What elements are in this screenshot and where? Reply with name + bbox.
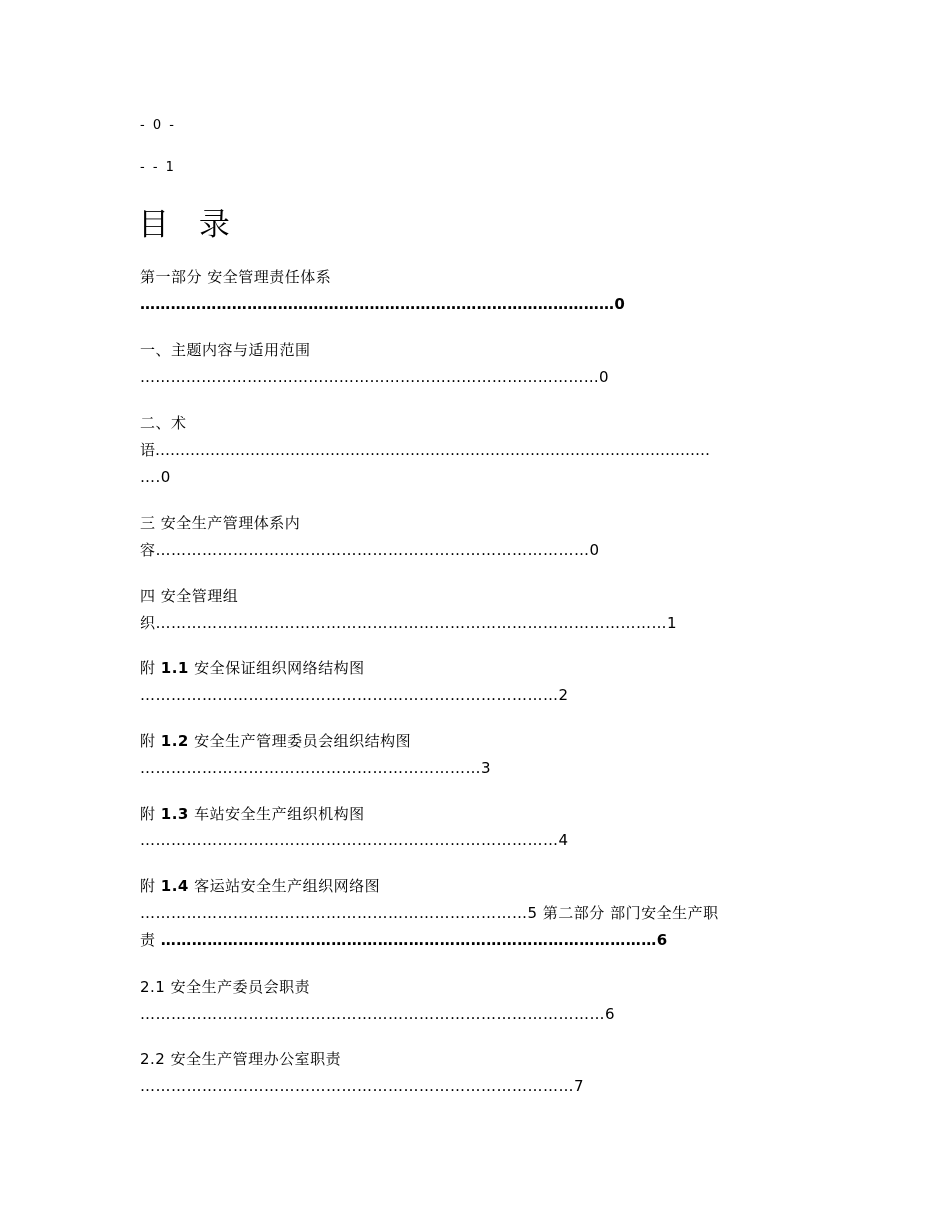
toc-entry-part1: 第一部分 安全管理责任体系 bbox=[140, 268, 332, 286]
toc-prefix: 附 bbox=[140, 659, 161, 677]
toc-prefix: 附 bbox=[140, 805, 161, 823]
toc-leader-22: …………………………………………………………………………7 bbox=[140, 1077, 585, 1095]
toc-entry-4: 四 安全管理组 bbox=[140, 587, 239, 605]
page-title: 目 录 bbox=[138, 207, 240, 243]
toc-prefix: 附 bbox=[140, 877, 161, 895]
toc-dots: ……………………………………………………………………………… bbox=[140, 368, 599, 386]
page-marker-1: - - 1 bbox=[140, 160, 176, 175]
toc-leader-1 bbox=[140, 367, 609, 387]
toc-entry-1: 一、主题内容与适用范围 bbox=[140, 341, 311, 359]
toc-leader-2: ….0 bbox=[140, 468, 171, 486]
toc-text: 车站安全生产组织机构图 bbox=[188, 805, 365, 823]
page-marker-0: - 0 - bbox=[140, 118, 176, 133]
toc-leader-a14: …………………………………………………………………5 第二部分 部门安全生产职 bbox=[140, 904, 719, 922]
toc-number: 1.3 bbox=[160, 805, 189, 823]
toc-dots: ………………………………………………………………………………… bbox=[140, 295, 615, 313]
toc-number: 1.1 bbox=[160, 659, 189, 677]
toc-leader-3: 容…………………………………………………………………………0 bbox=[140, 541, 600, 559]
toc-entry-a11 bbox=[140, 658, 365, 678]
toc-leader-a13: ………………………………………………………………………4 bbox=[140, 831, 569, 849]
toc-leader-21: ………………………………………………………………………………6 bbox=[140, 1005, 616, 1023]
toc-text: 客运站安全生产组织网络图 bbox=[188, 877, 381, 895]
toc-dots: ……………………………………………………………………………………6 bbox=[160, 931, 668, 949]
toc-leader-4: 织………………………………………………………………………………………1 bbox=[140, 614, 678, 632]
toc-prefix: 附 bbox=[140, 732, 161, 750]
toc-entry-2: 二、术 bbox=[140, 414, 187, 432]
toc-number: 1.2 bbox=[160, 732, 189, 750]
toc-text: 责 bbox=[140, 931, 161, 949]
toc-page-num: 0 bbox=[599, 368, 610, 386]
toc-leader-part1 bbox=[140, 294, 625, 314]
toc-entry-22: 2.2 安全生产管理办公室职责 bbox=[140, 1050, 342, 1068]
toc-entry-a13 bbox=[140, 804, 365, 824]
toc-entry-a12 bbox=[140, 731, 411, 751]
toc-text: 安全保证组织网络结构图 bbox=[188, 659, 365, 677]
toc-entry-part2-cont bbox=[140, 930, 668, 950]
toc-leader-a12: …………………………………………………………3 bbox=[140, 759, 492, 777]
toc-leader-a11: ………………………………………………………………………2 bbox=[140, 686, 569, 704]
toc-entry-a14 bbox=[140, 876, 380, 896]
toc-entry-3: 三 安全生产管理体系内 bbox=[140, 514, 301, 532]
toc-page-num: 0 bbox=[614, 295, 626, 313]
toc-entry-2-cont: 语………………………………………………………………………………………………… bbox=[140, 441, 711, 459]
toc-number: 1.4 bbox=[160, 877, 189, 895]
toc-entry-21: 2.1 安全生产委员会职责 bbox=[140, 978, 311, 996]
toc-text: 安全生产管理委员会组织结构图 bbox=[188, 732, 412, 750]
